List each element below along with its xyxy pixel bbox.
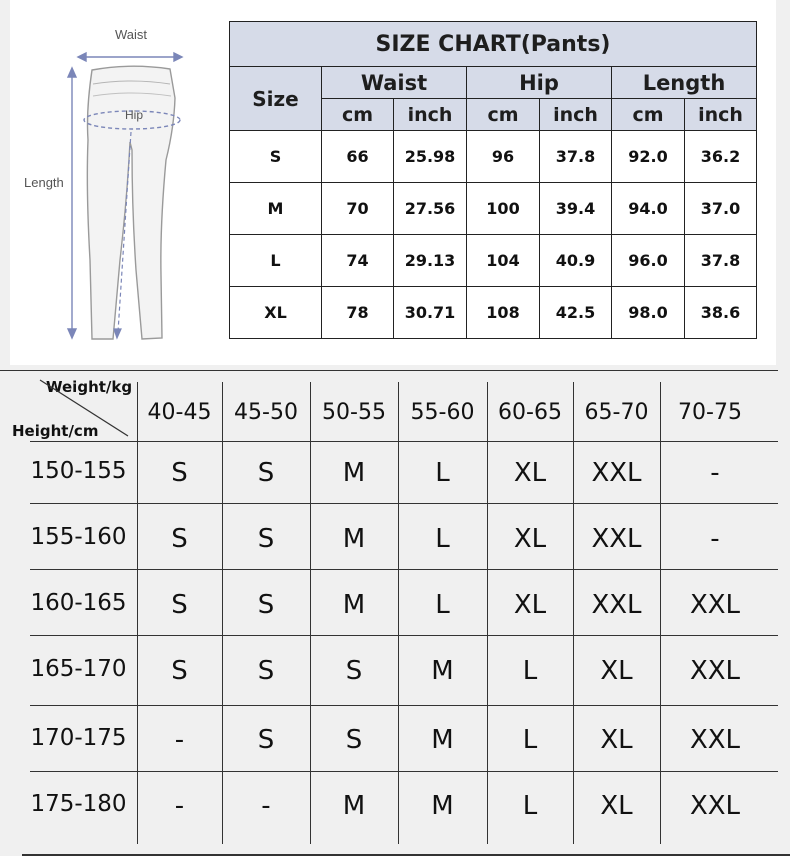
value-cell: 29.13 [394,235,467,287]
weight-header: 70-75 [678,400,742,425]
size-cell: L [230,235,322,287]
size-cell: XL [600,791,633,821]
size-cell: S [257,656,275,686]
size-cell: L [522,725,538,755]
value-cell: 36.2 [685,131,757,183]
size-cell: - [261,791,271,821]
value-cell: 70 [322,183,394,235]
size-cell: L [435,590,450,620]
grid-line [30,635,778,636]
grid-line [30,569,778,570]
value-cell: 104 [467,235,540,287]
height-label: 170-175 [30,725,127,751]
value-cell: 100 [467,183,540,235]
size-recommendation-grid [0,370,790,856]
length-arrow [68,68,76,338]
value-cell: 39.4 [540,183,612,235]
unit-header: cm [467,99,540,131]
table-row [230,183,757,235]
size-cell: L [435,458,450,488]
grid-line [30,771,778,772]
value-cell: 98.0 [612,287,685,339]
size-cell: XXL [591,590,642,620]
corner-divider [0,370,140,445]
size-cell: S [171,656,188,686]
size-cell: L [522,656,538,686]
value-cell: 94.0 [612,183,685,235]
size-cell: M [230,183,322,235]
size-cell: - [710,458,720,488]
size-cell: L [435,524,450,554]
value-cell: 96 [467,131,540,183]
size-cell: XXL [689,725,741,755]
size-cell: S [230,131,322,183]
waist-label: Waist [115,27,148,42]
value-cell: 37.8 [685,235,757,287]
height-label: 165-170 [30,656,127,682]
unit-header: inch [685,99,757,131]
waist-group-header: Waist [322,67,467,99]
size-cell: XXL [591,458,642,488]
value-cell: 42.5 [540,287,612,339]
height-axis-label: Height/cm [12,422,99,440]
size-cell: M [431,656,454,686]
grid-line [30,503,778,504]
grid-line [30,705,778,706]
size-cell: S [257,590,275,620]
size-cell: XL [513,590,547,620]
value-cell: 38.6 [685,287,757,339]
weight-header: 45-50 [234,400,298,425]
value-cell: 92.0 [612,131,685,183]
size-cell: M [342,458,366,488]
value-cell: 37.8 [540,131,612,183]
table-row [230,235,757,287]
length-label: Length [24,175,64,190]
size-cell: S [171,590,188,620]
size-cell: - [174,725,185,755]
weight-header: 55-60 [410,400,475,425]
value-cell: 96.0 [612,235,685,287]
size-cell: XL [600,656,633,686]
weight-header: 50-55 [322,400,386,425]
size-cell: M [342,791,366,821]
table-row [230,287,757,339]
size-cell: M [342,524,366,554]
unit-header: cm [322,99,394,131]
value-cell: 66 [322,131,394,183]
value-cell: 74 [322,235,394,287]
weight-axis-label: Weight/kg [46,378,133,396]
size-cell: XXL [591,524,642,554]
size-cell: S [345,656,363,686]
size-cell: M [431,725,454,755]
size-cell: XXL [689,590,741,620]
size-chart-title: SIZE CHART(Pants) [230,22,757,67]
size-chart-table [229,21,757,339]
value-cell: 78 [322,287,394,339]
size-cell: S [257,458,275,488]
value-cell: 27.56 [394,183,467,235]
size-cell: S [257,725,275,755]
hip-label: Hip [125,108,144,122]
size-cell: S [257,524,275,554]
weight-header: 65-70 [584,400,649,425]
height-label: 160-165 [30,590,127,616]
pants-measurement-diagram [10,0,235,365]
value-cell: 108 [467,287,540,339]
unit-header: cm [612,99,685,131]
unit-header: inch [394,99,467,131]
size-cell: XL [600,725,633,755]
value-cell: 30.71 [394,287,467,339]
size-cell: XL [513,524,547,554]
size-cell: S [345,725,363,755]
grid-line [30,441,778,442]
grid-line [0,370,778,371]
value-cell: 37.0 [685,183,757,235]
height-label: 155-160 [30,524,127,550]
unit-header: inch [540,99,612,131]
table-row [230,131,757,183]
size-cell: XL [230,287,322,339]
size-column-header: Size [230,67,322,131]
value-cell: 25.98 [394,131,467,183]
size-cell: XXL [689,656,741,686]
weight-header: 40-45 [147,400,212,425]
height-label: 175-180 [30,791,127,817]
value-cell: 40.9 [540,235,612,287]
waist-arrow [78,53,182,61]
size-cell: M [342,590,366,620]
size-cell: M [431,791,454,821]
hip-group-header: Hip [467,67,612,99]
size-cell: L [522,791,538,821]
length-group-header: Length [612,67,757,99]
size-cell: - [710,524,720,554]
size-cell: S [171,458,188,488]
size-cell: S [171,524,188,554]
height-label: 150-155 [30,458,127,484]
size-cell: XXL [689,791,741,821]
size-cell: - [174,791,185,821]
size-cell: XL [513,458,547,488]
weight-header: 60-65 [498,400,562,425]
